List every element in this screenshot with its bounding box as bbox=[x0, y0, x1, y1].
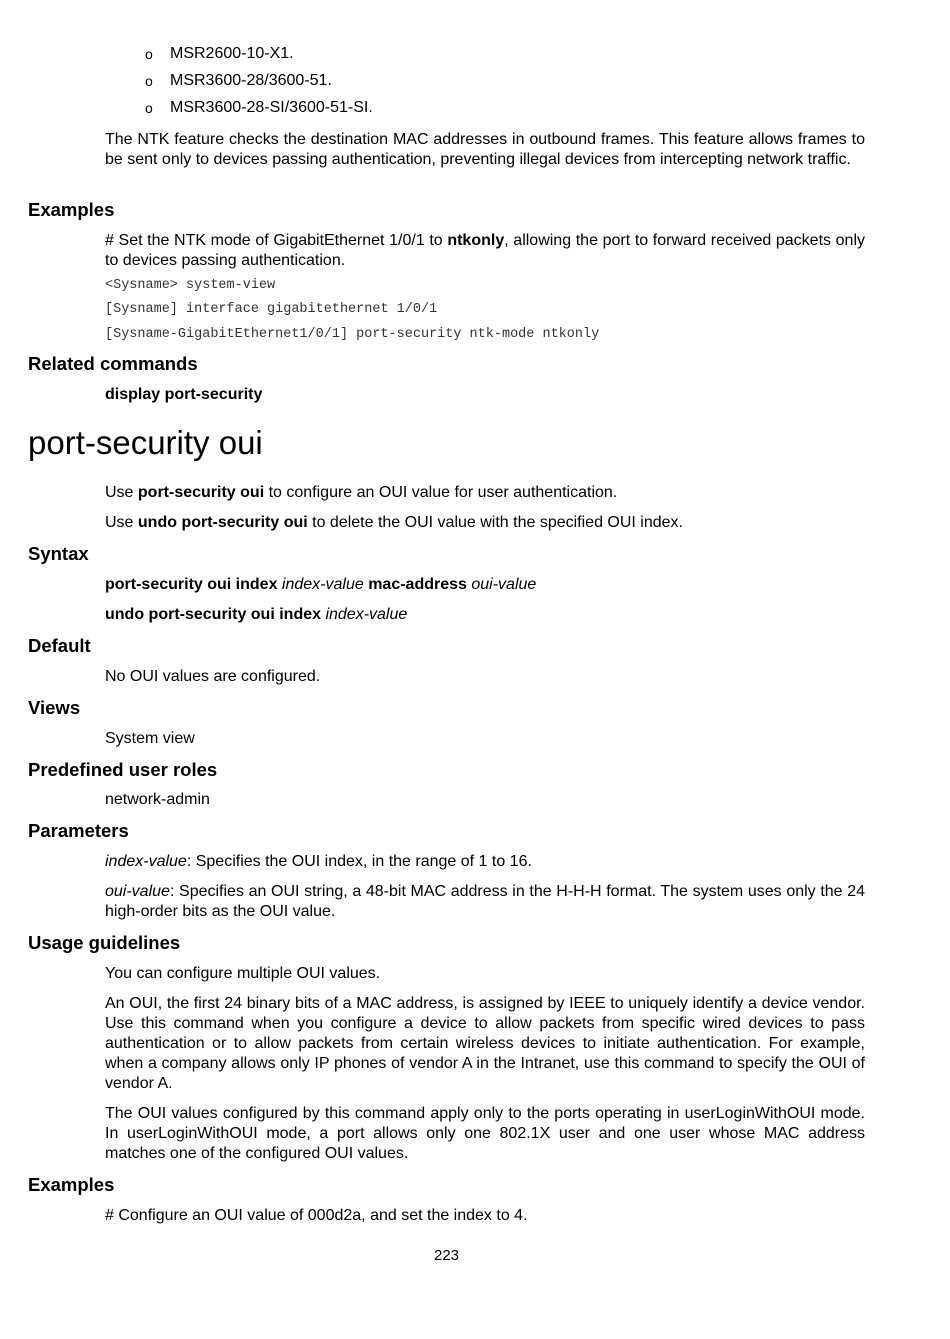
example-description: # Configure an OUI value of 000d2a, and set the index to 4. bbox=[105, 1207, 528, 1224]
page-number: 223 bbox=[433, 1247, 460, 1264]
views-text: System view bbox=[105, 730, 195, 747]
usage-paragraph: You can configure multiple OUI values. bbox=[105, 965, 381, 982]
examples-heading: Examples bbox=[28, 199, 115, 220]
syntax-heading: Syntax bbox=[28, 543, 89, 564]
code-line: <Sysname> system-view bbox=[105, 278, 276, 293]
usage-paragraph: An OUI, the first 24 binary bits of a MAC address, is assigned by IEEE to uniquely identify a device vendor. Use this command when you configure a device to allow packets from specific wired devices to pass authentication or to allow packets from certain wireless devices to initiate authentication. For example, when a company allows only IP phones of vendor A in the Intranet, use this command to specify the OUI of vendor A. bbox=[105, 995, 865, 1092]
model-list bbox=[145, 44, 373, 125]
default-heading: Default bbox=[28, 635, 91, 656]
code-line: [Sysname] interface gigabitethernet 1/0/1 bbox=[105, 302, 438, 317]
list-item: o MSR3600-28/3600-51. bbox=[145, 72, 332, 89]
roles-heading: Predefined user roles bbox=[28, 759, 218, 780]
parameters-heading: Parameters bbox=[28, 820, 129, 841]
syntax-line-2: undo port-security oui index index-value bbox=[105, 606, 408, 623]
examples-heading: Examples bbox=[28, 1174, 115, 1195]
list-item: o MSR2600-10-X1. bbox=[145, 45, 294, 62]
code-line: [Sysname-GigabitEthernet1/0/1] port-security ntk-mode ntkonly bbox=[105, 327, 600, 342]
syntax-line-1: port-security oui index index-value mac-address oui-value bbox=[105, 576, 537, 593]
views-heading: Views bbox=[28, 697, 81, 718]
related-commands-heading: Related commands bbox=[28, 353, 198, 374]
parameter-oui-value: oui-value: Specifies an OUI string, a 48-bit MAC address in the H-H-H format. The system uses only the 24 high-order bits as the OUI value. bbox=[105, 883, 865, 920]
usage-line-2: Use undo port-security oui to delete the OUI value with the specified OUI index. bbox=[105, 514, 683, 531]
bullet-circle-icon: o bbox=[145, 100, 153, 116]
related-command: display port-security bbox=[105, 386, 263, 403]
list-item: o MSR3600-28-SI/3600-51-SI. bbox=[145, 99, 373, 116]
example-description: # Set the NTK mode of GigabitEthernet 1/0/1 to ntkonly, allowing the port to forward received packets only to devices passing authentication. bbox=[105, 232, 866, 269]
parameter-index-value: index-value: Specifies the OUI index, in the range of 1 to 16. bbox=[105, 853, 532, 870]
usage-line-1: Use port-security oui to configure an OUI value for user authentication. bbox=[105, 484, 618, 501]
ntk-description: The NTK feature checks the destination MAC addresses in outbound frames. This feature allows frames to be sent only to devices passing authentication, preventing illegal devices from intercepting network traffic. bbox=[105, 131, 865, 168]
bullet-circle-icon: o bbox=[145, 73, 153, 89]
bullet-circle-icon: o bbox=[145, 46, 153, 62]
usage-guidelines-heading: Usage guidelines bbox=[28, 932, 181, 953]
usage-paragraph: The OUI values configured by this command apply only to the ports operating in userLoginWithOUI mode. In userLoginWithOUI mode, a port allows only one 802.1X user and one user whose MAC address matches one of the configured OUI values. bbox=[105, 1105, 865, 1162]
default-text: No OUI values are configured. bbox=[105, 668, 321, 685]
roles-text: network-admin bbox=[105, 791, 210, 808]
section-title: port-security oui bbox=[28, 424, 263, 461]
